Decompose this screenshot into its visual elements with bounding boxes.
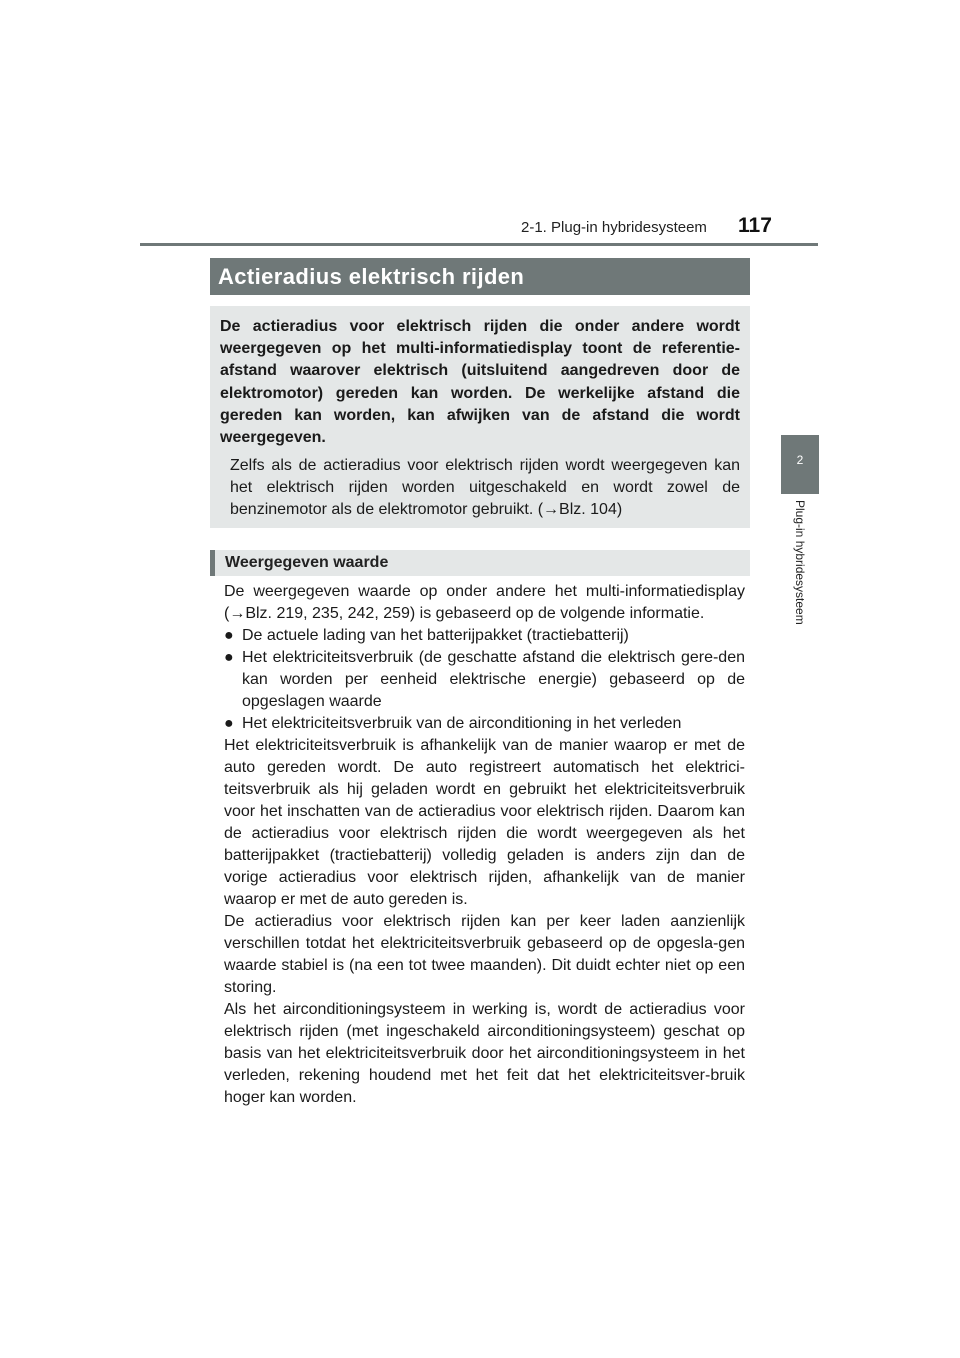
page-number: 117 xyxy=(738,214,772,237)
paragraph: Als het airconditioningsysteem in werking is, wordt de actieradius voor elektrisch rijden (met ingeschakeld airconditioningsysteem) geschat op basis van het elektriciteitsverbruik door het airconditioningsysteem in het verleden, rekening houdend met het feit dat het elektriciteitsver-bruik hoger kan worden. xyxy=(224,1001,745,1106)
page-title: Actieradius elektrisch rijden xyxy=(210,258,750,295)
intro-note: Zelfs als de actieradius voor elektrisch rijden wordt weergegeven kan het elektrisch rijden worden uitgeschakeld en wordt zowel de benzinemotor als de elektromotor gebruikt. (→Blz. 104) xyxy=(230,457,740,519)
header-rule xyxy=(140,243,818,246)
list-item-text: Het elektriciteitsverbruik (de geschatte afstand die elektrisch gere-den kan worden per eenheid elektrische energie) gebaseerd op de opgeslagen waarde xyxy=(242,649,745,710)
subheading: Weergegeven waarde xyxy=(210,550,750,576)
paragraph: De actieradius voor elektrisch rijden kan per keer laden aanzienlijk verschillen totdat het elektriciteitsverbruik gebaseerd op de opgesla-gen waarde stabiel is (na een tot twee maanden). Dit duidt echter niet op een storing. xyxy=(224,913,745,996)
list-item xyxy=(224,647,745,713)
intro-box xyxy=(210,306,750,528)
body-text xyxy=(224,581,745,1109)
bullet-icon: ● xyxy=(224,715,234,732)
list-item xyxy=(224,625,745,647)
list-item-text: Het elektriciteitsverbruik van de airconditioning in het verleden xyxy=(242,715,682,732)
paragraph: Het elektriciteitsverbruik is afhankelijk van de manier waarop er met de auto gereden wordt. De auto registreert automatisch het elektrici-teitsverbruik als hij geladen wordt en gebruikt het elektriciteitsverbruik voor het inschatten van de actieradius voor elektrisch rijden. Daarom kan de actieradius voor elektrisch rijden die wordt weergegeven als het batterijpakket (tractiebatterij) volledig geladen is anders zijn dan de vorige actieradius voor elektrisch rijden, afhankelijk van de manier waarop er met de auto gereden is. xyxy=(224,737,745,908)
intro-summary: De actieradius voor elektrisch rijden die onder andere wordt weergegeven op het multi-informatiedisplay toont de referentie-afstand waarover elektrisch (uitsluitend aangedreven door de elektromotor) gereden kan worden. De werkelijke afstand die gereden kan worden, kan afwijken van de afstand die wordt weergegeven. xyxy=(220,318,740,447)
paragraph: De weergegeven waarde op onder andere het multi-informatiedisplay (→Blz. 219, 235, 242, 259) is gebaseerd op de volgende informatie. xyxy=(224,583,745,622)
chapter-tab-label: Plug-in hybridesysteem xyxy=(793,500,807,625)
header-section-title: 2-1. Plug-in hybridesysteem xyxy=(521,219,707,236)
list-item-text: De actuele lading van het batterijpakket (tractiebatterij) xyxy=(242,627,629,644)
bullet-icon: ● xyxy=(224,649,234,666)
chapter-tab: 2 xyxy=(781,435,819,494)
list-item xyxy=(224,713,745,735)
bullet-icon: ● xyxy=(224,627,234,644)
